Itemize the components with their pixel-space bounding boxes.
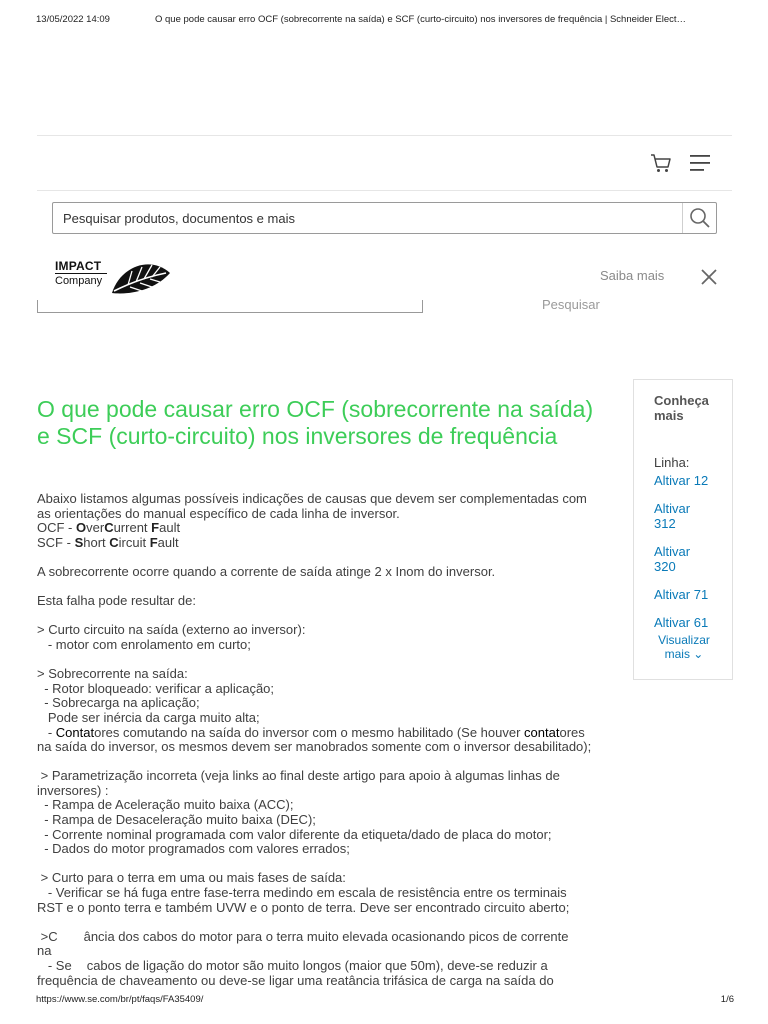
leaf-icon bbox=[110, 257, 172, 295]
sidebar-link[interactable]: Altivar 12 bbox=[654, 473, 709, 488]
impact-company-logo[interactable] bbox=[55, 257, 173, 295]
list-item: - Rotor bloqueado: verificar a aplicação; bbox=[37, 680, 275, 696]
list-item: - Contatores comutando na saída do inversor com o mesmo habilitado (Se houver contatores bbox=[37, 724, 585, 740]
list-item: - Corrente nominal programada com valor diferente da etiqueta/dado de placa do motor; bbox=[37, 826, 552, 842]
print-page-title: O que pode causar erro OCF (sobrecorrente na saída) e SCF (curto-circuito) nos inversores de frequência | Schneider Elect… bbox=[155, 14, 687, 25]
sidebar-link[interactable]: Altivar 312 bbox=[654, 501, 691, 531]
search-bar bbox=[52, 202, 717, 234]
list-item: - Se cabos de ligação do motor são muito longos (maior que 50m), deve-se reduzir a bbox=[37, 958, 548, 973]
list-heading: > Sobrecorrente na saída: bbox=[37, 666, 188, 682]
list-item: RST e o ponto terra e também UVW e o ponto de terra. Deve ser encontrado circuito aberto; bbox=[37, 899, 570, 915]
ghost-search-box bbox=[37, 300, 423, 313]
intro-line: Abaixo listamos algumas possíveis indicações de causas que devem ser complementadas com bbox=[37, 491, 587, 506]
sidebar-title: Conheça mais bbox=[654, 393, 709, 423]
header-divider bbox=[37, 135, 732, 136]
logo-company: Company bbox=[55, 275, 103, 287]
list-item: - Verificar se há fuga entre fase-terra medindo em escala de resistência entre os terminais bbox=[37, 885, 567, 901]
article-body bbox=[37, 492, 637, 988]
paragraph: A sobrecorrente ocorre quando a corrente de saída atinge 2 x Inom do inversor. bbox=[37, 563, 496, 579]
sidebar-link[interactable]: Altivar 71 bbox=[654, 587, 709, 602]
list-item: Pode ser inércia da carga muito alta; bbox=[37, 709, 260, 725]
ghost-search-text: Pesquisar bbox=[542, 297, 600, 312]
list-item: inversores) : bbox=[37, 782, 109, 798]
sidebar-link[interactable]: Altivar 61 bbox=[654, 615, 709, 630]
header-bottom-divider bbox=[37, 190, 732, 191]
logo-rule bbox=[55, 273, 107, 274]
list-item: - Sobrecarga na aplicação; bbox=[37, 695, 200, 711]
list-item: - motor com enrolamento em curto; bbox=[37, 636, 251, 652]
cart-icon[interactable] bbox=[650, 152, 672, 174]
print-page-number: 1/6 bbox=[720, 994, 734, 1005]
scf-definition: SCF - Short Circuit Fault bbox=[37, 534, 179, 550]
list-item: - Rampa de Desaceleração muito baixa (DEC); bbox=[37, 812, 316, 828]
search-input[interactable] bbox=[53, 203, 693, 233]
view-more-button[interactable]: Visualizar mais ⌄ bbox=[658, 633, 710, 661]
close-icon[interactable] bbox=[700, 268, 718, 286]
ocf-definition: OCF - OverCurrent Fault bbox=[37, 520, 181, 536]
highlight: Contat bbox=[55, 724, 95, 740]
list-item: - Rampa de Aceleração muito baixa (ACC); bbox=[37, 797, 294, 813]
list-heading: > Curto circuito na saída (externo ao inversor): bbox=[37, 622, 306, 638]
list-heading: > Curto para o terra em uma ou mais fases de saída: bbox=[37, 870, 346, 886]
intro-line: as orientações do manual específico de cada linha de inversor. bbox=[37, 505, 400, 521]
menu-icon[interactable] bbox=[690, 154, 712, 172]
list-heading: >C ância dos cabos do motor para o terra muito elevada ocasionando picos de corrente bbox=[37, 928, 569, 944]
paragraph: Esta falha pode resultar de: bbox=[37, 593, 196, 609]
sidebar-link[interactable]: Altivar 320 bbox=[654, 544, 691, 574]
list-item: - Dados do motor programados com valores errados; bbox=[37, 841, 350, 857]
search-icon bbox=[683, 203, 716, 233]
logo-word: IMPACT bbox=[55, 259, 102, 273]
related-sidebar bbox=[633, 379, 733, 680]
print-url: https://www.se.com/br/pt/faqs/FA35409/ bbox=[36, 994, 204, 1005]
sidebar-label: Linha: bbox=[654, 455, 690, 470]
list-heading: > Parametrização incorreta (veja links ao final deste artigo para apoio à algumas linhas de bbox=[37, 768, 560, 784]
saiba-mais-link[interactable]: Saiba mais bbox=[600, 268, 665, 283]
list-item: frequência de chaveamento ou deve-se ligar uma reatância trifásica de carga na saída do bbox=[37, 972, 554, 988]
list-item: na saída do inversor, os mesmos devem ser manobrados somente com o inversor desabilitado); bbox=[37, 739, 592, 755]
print-date: 13/05/2022 14:09 bbox=[36, 14, 110, 25]
highlight: contat bbox=[524, 724, 560, 740]
article-title: O que pode causar erro OCF (sobrecorrente na saída) e SCF (curto-circuito) nos inversores de frequência bbox=[37, 396, 594, 449]
list-item: na bbox=[37, 943, 52, 959]
search-button[interactable] bbox=[682, 203, 716, 233]
